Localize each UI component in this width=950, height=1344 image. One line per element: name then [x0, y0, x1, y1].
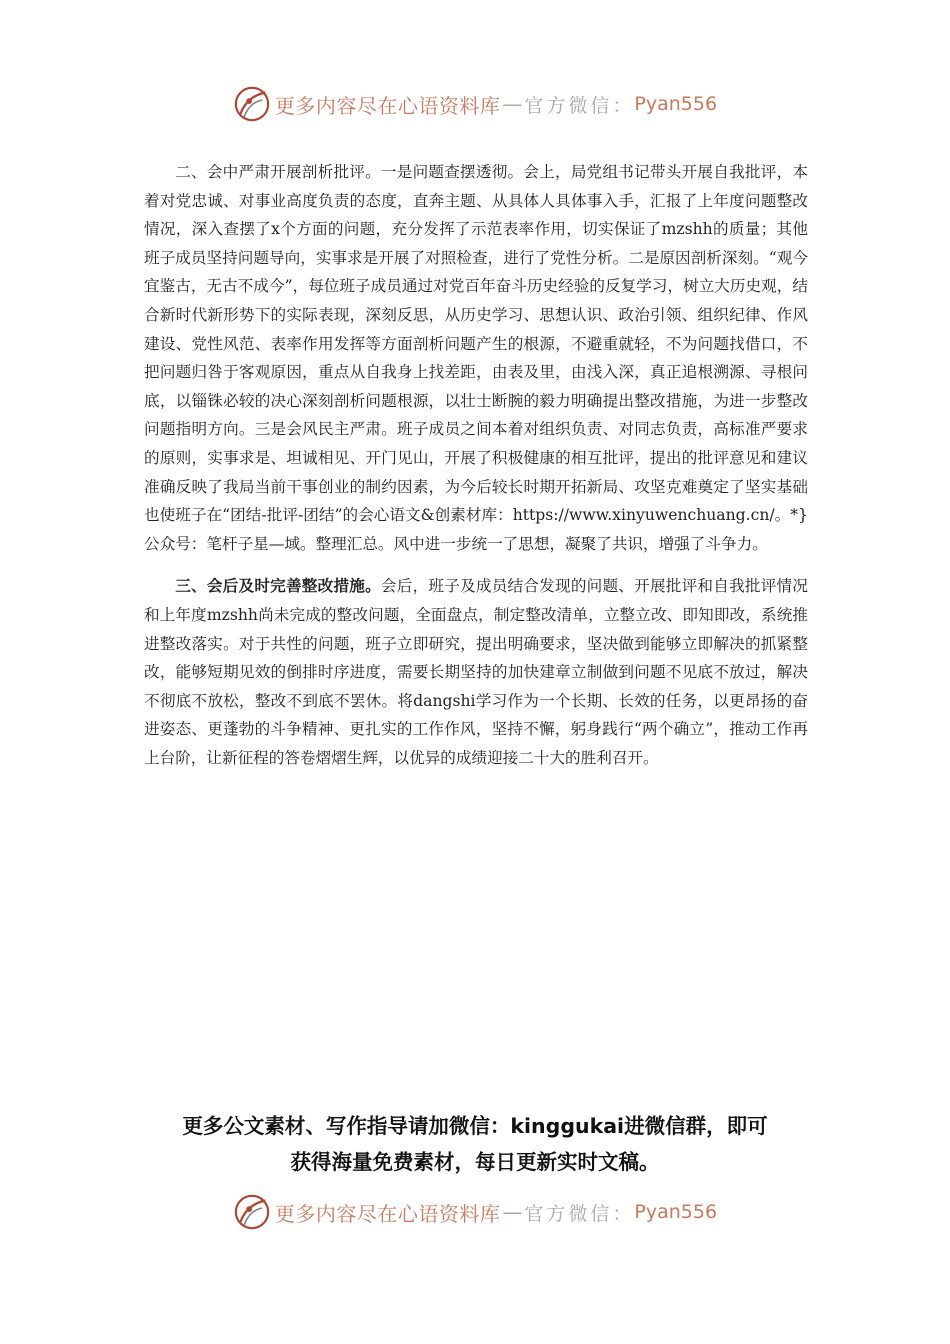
paragraph-text: 二、会中严肃开展剖析批评。一是问题查摆透彻。会上，局党组书记带头开展自我批评，本着对党忠诚、对事业高度负责的态度，直奔主题、从具体人具体事入手，汇报了上年度问题整改情况，深入查摆了x个方面的问题，充分发挥了示范表率作用，切实保证了mzshh的质量；其他班子成员坚持问题导向，实事求是开展了对照检查，进行了党性分析。二是原因剖析深刻。“观今宜鉴古，无古不成今”，每位班子成员通过对党百年奋斗历史经验的反复学习，树立大历史观，结合新时代新形势下的实际表现，深刻反思，从历史学习、思想认识、政治引领、组织纪律、作风建设、党性风范、表率作用发挥等方面剖析问题产生的根源，不避重就轻，不为问题找借口，不把问题归咎于客观原因，重点从自我身上找差距，由表及里，由浅入深，真正追根溯源、寻根问底，以锱铢必较的决心深刻剖析问题根源，以壮士断腕的毅力明确提出整改措施，为进一步整改问题指明方向。三是会风民主严肃。班子成员之间本着对组织负责、对同志负责，高标准严要求的原则，实事求是、坦诚相见、开门见山，开展了积极健康的相互批评，提出的批评意见和建议准确反映了我局当前干事创业的制约因素，为今后较长时期开拓新局、攻坚克难奠定了坚实基础也使班子在“团结-批评-团结”的会心语文&创素材库：https://www.xinyuwenchuang.cn/。*}公众号：笔杆子星—域。整理汇总。风中进一步统一了思想，凝聚了共识，增强了斗争力。 — [144, 163, 808, 553]
watermark-subtitle: 官方微信： — [524, 1202, 635, 1225]
promo-line-1: 更多公文素材、写作指导请加微信：kinggukai进微信群，即可 — [182, 1114, 768, 1138]
library-logo-icon — [233, 85, 271, 123]
promo-line-2: 获得海量免费素材，每日更新实时文稿。 — [290, 1150, 660, 1174]
header-watermark — [0, 84, 950, 124]
watermark-dash: — — [502, 1200, 523, 1224]
watermark-subtitle: 官方微信： — [524, 94, 635, 117]
paragraph-section-three — [144, 572, 808, 772]
watermark-title: 更多内容尽在心语资料库 — [274, 1201, 501, 1226]
paragraph-text: 会后，班子及成员结合发现的问题、开展批评和自我批评情况和上年度mzshh尚未完成的整改问题，全面盘点，制定整改清单，立整立改、即知即改，系统推进整改落实。对于共性的问题，班子立即研究，提出明确要求，坚决做到能够立即解决的抓紧整改，能够短期见效的倒排时序进度，需要长期坚持的加快建章立制做到问题不见底不放过，解决不彻底不放松，整改不到底不罢休。将dangshi学习作为一个长期、长效的任务，以更昂扬的奋进姿态、更蓬勃的斗争精神、更扎实的工作作风，坚持不懈，躬身践行“两个确立”，推动工作再上台阶，让新征程的答卷熠熠生辉，以优异的成绩迎接二十大的胜利召开。 — [144, 577, 808, 767]
watermark-dash: — — [502, 92, 523, 116]
paragraph-lead-heading: 三、会后及时完善整改措施。 — [175, 577, 381, 596]
paragraph-section-two — [144, 158, 808, 558]
library-logo-icon — [233, 1193, 271, 1231]
footer-watermark — [0, 1192, 950, 1232]
watermark-title: 更多内容尽在心语资料库 — [274, 93, 501, 118]
watermark-wechat-id: Pyan556 — [634, 93, 718, 115]
promo-notice — [110, 1108, 840, 1180]
watermark-wechat-id: Pyan556 — [634, 1201, 718, 1223]
document-body — [144, 158, 808, 786]
